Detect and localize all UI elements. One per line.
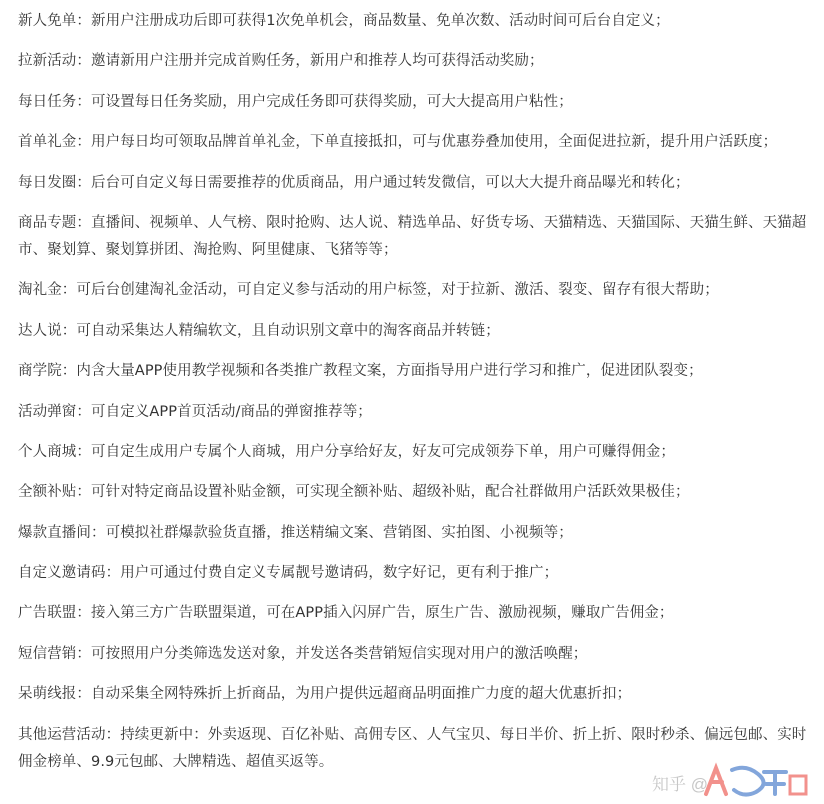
paragraph-ad-alliance: 广告联盟：接入第三方广告联盟渠道，可在APP插入闪屏广告，原生广告、激励视频，赚取广告佣金； <box>18 605 674 622</box>
paragraph-new-user-free: 新人免单：新用户注册成功后即可获得1次免单机会，商品数量、免单次数、活动时间可后台自定义； <box>18 13 670 29</box>
watermark-text: 知乎 @ <box>652 775 708 794</box>
paragraph-daily-share: 每日发圈：后台可自定义每日需要推荐的优质商品，用户通过转发微信，可以大大提升商品曝光和转化； <box>18 174 690 191</box>
paragraph-academy: 商学院：内含大量APP使用教学视频和各类推广教程文案，方面指导用户进行学习和推广，促进团队裂变； <box>18 363 703 380</box>
paragraph-other-activities: 其他运营活动：持续更新中：外卖返现、百亿补贴、高佣专区、人气宝贝、每日半价、折上折、限时秒杀、偏远包邮、实时佣金榜单、9.9元包邮、大牌精选、超值买返等。 <box>18 726 807 770</box>
paragraph-taolijin: 淘礼金：可后台创建淘礼金活动，可自定义参与活动的用户标签，对于拉新、激活、裂变、留存有很大帮助； <box>18 282 719 299</box>
paragraph-full-subsidy: 全额补贴：可针对特定商品设置补贴金额，可实现全额补贴、超级补贴，配合社群做用户活跃效果极佳； <box>18 484 690 501</box>
paragraph-product-topics: 商品专题：直播间、视频单、人气榜、限时抢购、达人说、精选单品、好货专场、天猫精选、天猫国际、天猫生鲜、天猫超市、聚划算、聚划算拼团、淘抢购、阿里健康、飞猪等等； <box>18 214 807 258</box>
paragraph-deal-report: 呆萌线报：自动采集全网特殊折上折商品，为用户提供远超商品明面推广力度的超大优惠折扣； <box>18 686 632 703</box>
paragraph-sms-marketing: 短信营销：可按照用户分类筛选发送对象，并发送各类营销短信实现对用户的激活唤醒； <box>18 645 588 662</box>
article-body <box>18 8 814 789</box>
paragraph-popup: 活动弹窗：可自定义APP首页活动/商品的弹窗推荐等； <box>18 403 372 420</box>
paragraph-daily-task: 每日任务：可设置每日任务奖励，用户完成任务即可获得奖励，可大大提高用户粘性； <box>18 93 573 110</box>
paragraph-personal-mall: 个人商城：可自定生成用户专属个人商城，用户分享给好友，好友可完成领券下单，用户可赚得佣金； <box>18 443 675 460</box>
paragraph-referral: 拉新活动：邀请新用户注册并完成首购任务，新用户和推荐人均可获得活动奖励； <box>18 53 544 70</box>
paragraph-live-room: 爆款直播间：可模拟社群爆款验货直播，推送精编文案、营销图、实拍图、小视频等； <box>18 524 573 541</box>
paragraph-invite-code: 自定义邀请码：用户可通过付费自定义专属靓号邀请码，数字好记，更有利于推广； <box>18 565 559 582</box>
paragraph-daren: 达人说：可自动采集达人精编软文，且自动识别文章中的淘客商品并转链； <box>18 322 500 339</box>
paragraph-first-order-gift: 首单礼金：用户每日均可领取品牌首单礼金，下单直接抵扣，可与优惠券叠加使用，全面促进拉新，提升用户活跃度； <box>18 134 778 151</box>
